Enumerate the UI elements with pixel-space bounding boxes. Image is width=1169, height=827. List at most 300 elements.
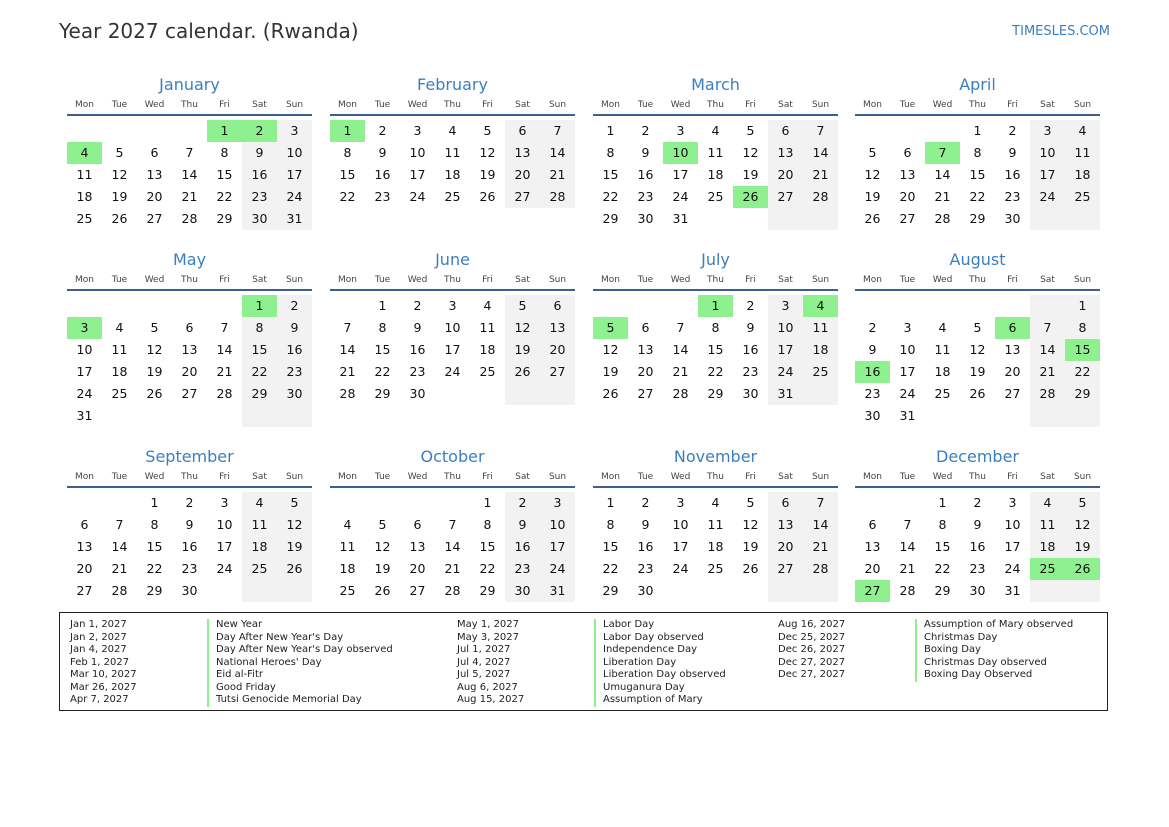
day-cell: 10	[899, 342, 916, 357]
weekday-label: Thu	[181, 275, 198, 285]
day-cell: 22	[146, 561, 163, 576]
day-cell: 29	[374, 386, 391, 401]
day-cell: 5	[746, 123, 755, 138]
empty-weekend-cell	[1030, 580, 1065, 602]
holiday-name: Assumption of Mary	[594, 694, 703, 707]
day-cell: 23	[505, 558, 540, 580]
day-cell: 18	[111, 364, 128, 379]
day-cell: 14	[803, 514, 838, 536]
day-cell: 23	[864, 386, 881, 401]
day-cell: 7	[115, 517, 124, 532]
day-cell: 1	[606, 495, 615, 510]
weekday-label: Mon	[863, 472, 882, 482]
day-cell: 15	[374, 342, 391, 357]
day-cell: 3	[768, 295, 803, 317]
day-cell: 22	[339, 189, 356, 204]
weekday-label: Fri	[219, 100, 230, 110]
day-cell: 5	[868, 145, 877, 160]
weekday-header	[855, 275, 1100, 287]
weekday-label: Sat	[1040, 275, 1055, 285]
day-cell: 14	[672, 342, 689, 357]
weekday-label: Wed	[932, 275, 953, 285]
day-cell: 2	[641, 123, 650, 138]
empty-weekend-cell	[1030, 405, 1065, 427]
day-cell: 12	[1065, 514, 1100, 536]
day-cell: 26	[602, 386, 619, 401]
day-cell: 16	[242, 164, 277, 186]
day-cell: 24	[409, 189, 426, 204]
day-cell: 22	[1065, 361, 1100, 383]
day-cell: 10	[540, 514, 575, 536]
month-name: February	[417, 75, 488, 94]
holiday-date: Jan 4, 2027	[70, 644, 127, 655]
day-cell: 30	[181, 583, 198, 598]
day-cell: 16	[1004, 167, 1021, 182]
day-cell: 2	[1008, 123, 1017, 138]
day-cell: 22	[216, 189, 233, 204]
day-cell: 16	[181, 539, 198, 554]
day-cell: 9	[185, 517, 194, 532]
site-link[interactable]: TIMESLES.COM	[1012, 24, 1110, 39]
weekday-label: Wed	[932, 472, 953, 482]
day-cell: 28	[216, 386, 233, 401]
day-cell: 8	[938, 517, 947, 532]
day-cell: 13	[768, 514, 803, 536]
day-cell: 10	[76, 342, 93, 357]
day-cell: 25	[111, 386, 128, 401]
day-cell: 4	[483, 298, 492, 313]
day-cell: 21	[1030, 361, 1065, 383]
weekday-label: Mon	[338, 275, 357, 285]
day-cell: 24	[672, 189, 689, 204]
day-cell: 28	[181, 211, 198, 226]
day-cell: 14	[339, 342, 356, 357]
day-cell: 29	[602, 583, 619, 598]
day-cell: 19	[479, 167, 496, 182]
month-name: June	[435, 250, 470, 269]
day-cell: 1	[973, 123, 982, 138]
month-january	[67, 75, 312, 245]
day-cell: 7	[343, 320, 352, 335]
day-cell: 8	[711, 320, 720, 335]
month-february	[330, 75, 575, 245]
holiday-name: Labor Day observed	[594, 632, 704, 645]
day-cell: 16	[969, 539, 986, 554]
holiday-date: Dec 27, 2027	[778, 669, 846, 680]
day-cell: 4	[1030, 492, 1065, 514]
day-cell: 1	[1065, 295, 1100, 317]
day-cell: 29	[479, 583, 496, 598]
day-cell: 30	[277, 383, 312, 405]
weekday-label: Thu	[181, 472, 198, 482]
weekday-header	[593, 100, 838, 112]
day-cell: 16	[505, 536, 540, 558]
month-may	[67, 250, 312, 423]
day-cell: 15	[707, 342, 724, 357]
day-cell: 26	[374, 583, 391, 598]
day-cell: 12	[111, 167, 128, 182]
weekday-label: Wed	[144, 100, 165, 110]
day-cell: 18	[934, 364, 951, 379]
month-name: July	[701, 250, 730, 269]
day-cell: 22	[602, 189, 619, 204]
day-cell: 19	[742, 539, 759, 554]
day-cell: 24	[444, 364, 461, 379]
day-cell: 18	[803, 339, 838, 361]
weekday-label: Sun	[811, 100, 830, 110]
day-cell: 21	[803, 536, 838, 558]
day-cell: 10	[216, 517, 233, 532]
day-cell: 21	[444, 561, 461, 576]
day-cell: 12	[969, 342, 986, 357]
day-cell: 31	[540, 580, 575, 602]
day-cell: 28	[540, 186, 575, 208]
day-cell: 14	[444, 539, 461, 554]
month-name: January	[159, 75, 220, 94]
day-cell: 19	[1065, 536, 1100, 558]
day-cell: 14	[216, 342, 233, 357]
day-cell: 9	[413, 320, 422, 335]
weekday-label: Thu	[969, 472, 986, 482]
weekday-label: Tue	[374, 100, 391, 110]
day-cell: 21	[540, 164, 575, 186]
day-cell: 12	[864, 167, 881, 182]
day-cell: 21	[216, 364, 233, 379]
header-divider	[855, 486, 1100, 488]
day-cell: 20	[409, 561, 426, 576]
weekday-label: Sun	[548, 275, 567, 285]
day-cell: 8	[220, 145, 229, 160]
day-cell: 17	[899, 364, 916, 379]
day-cell: 5	[746, 495, 755, 510]
day-cell: 11	[76, 167, 93, 182]
day-cell: 25	[242, 558, 277, 580]
weekday-label: Wed	[670, 100, 691, 110]
day-cell: 19	[111, 189, 128, 204]
holiday-date: Mar 10, 2027	[70, 669, 137, 680]
day-cell: 4	[242, 492, 277, 514]
month-september	[67, 447, 312, 617]
weekday-label: Fri	[745, 100, 756, 110]
day-cell: 22	[707, 364, 724, 379]
day-cell: 12	[146, 342, 163, 357]
day-cell: 11	[1065, 142, 1100, 164]
weekday-label: Wed	[407, 100, 428, 110]
day-cell: 27	[181, 386, 198, 401]
day-cell: 12	[602, 342, 619, 357]
day-cell: 17	[672, 539, 689, 554]
day-cell: 18	[707, 167, 724, 182]
month-december	[855, 447, 1100, 617]
header-divider	[330, 289, 575, 291]
day-cell: 7	[448, 517, 457, 532]
weekday-label: Thu	[707, 472, 724, 482]
weekday-label: Tue	[899, 100, 916, 110]
empty-weekend-cell	[242, 405, 277, 427]
header-divider	[67, 486, 312, 488]
weekday-label: Mon	[601, 275, 620, 285]
day-cell: 21	[111, 561, 128, 576]
weekday-label: Sun	[1073, 472, 1092, 482]
day-cell: 2	[746, 298, 755, 313]
day-cell: 25	[444, 189, 461, 204]
day-cell: 24	[1004, 561, 1021, 576]
empty-weekend-cell	[277, 580, 312, 602]
day-cell: 10	[277, 142, 312, 164]
day-cell: 9	[641, 145, 650, 160]
day-cell: 19	[969, 364, 986, 379]
day-cell: 26	[742, 561, 759, 576]
day-cell: 20	[146, 189, 163, 204]
day-cell: 23	[1004, 189, 1021, 204]
day-cell: 31	[277, 208, 312, 230]
day-cell: 31	[768, 383, 803, 405]
day-cell: 26	[111, 211, 128, 226]
day-cell: 11	[803, 317, 838, 339]
day-cell: 26	[146, 386, 163, 401]
holiday-day-cell: 4	[803, 295, 838, 317]
day-cell: 9	[505, 514, 540, 536]
header-divider	[593, 114, 838, 116]
day-cell: 19	[602, 364, 619, 379]
month-march	[593, 75, 838, 245]
day-cell: 14	[540, 142, 575, 164]
day-cell: 2	[185, 495, 194, 510]
empty-weekend-cell	[1065, 208, 1100, 230]
day-cell: 22	[602, 561, 619, 576]
empty-weekend-cell	[1065, 580, 1100, 602]
day-cell: 20	[899, 189, 916, 204]
day-cell: 29	[602, 211, 619, 226]
day-cell: 26	[969, 386, 986, 401]
weekday-label: Wed	[670, 472, 691, 482]
day-cell: 4	[711, 123, 720, 138]
day-cell: 17	[76, 364, 93, 379]
day-cell: 7	[540, 120, 575, 142]
day-cell: 30	[409, 386, 426, 401]
day-cell: 20	[864, 561, 881, 576]
day-cell: 15	[216, 167, 233, 182]
weekday-label: Thu	[969, 100, 986, 110]
day-cell: 29	[934, 583, 951, 598]
empty-weekend-cell	[277, 405, 312, 427]
day-cell: 24	[672, 561, 689, 576]
holiday-day-cell: 15	[1065, 339, 1100, 361]
day-cell: 6	[185, 320, 194, 335]
day-cell: 21	[934, 189, 951, 204]
holiday-date: Mar 26, 2027	[70, 681, 137, 693]
day-cell: 6	[903, 145, 912, 160]
weekday-label: Mon	[863, 275, 882, 285]
holiday-name: Boxing Day Observed	[915, 669, 1032, 682]
day-cell: 6	[150, 145, 159, 160]
day-cell: 30	[969, 583, 986, 598]
day-cell: 25	[76, 211, 93, 226]
day-cell: 21	[803, 164, 838, 186]
month-june	[330, 250, 575, 420]
day-cell: 14	[111, 539, 128, 554]
day-cell: 29	[969, 211, 986, 226]
weekday-label: Fri	[745, 275, 756, 285]
weekday-label: Fri	[1007, 275, 1018, 285]
day-cell: 29	[707, 386, 724, 401]
weekday-label: Sun	[548, 100, 567, 110]
day-cell: 12	[742, 145, 759, 160]
weekday-header	[67, 100, 312, 112]
day-cell: 21	[899, 561, 916, 576]
empty-weekend-cell	[242, 580, 277, 602]
day-cell: 15	[602, 539, 619, 554]
weekday-label: Thu	[444, 472, 461, 482]
holiday-day-cell: 26	[733, 186, 768, 208]
empty-weekend-cell	[768, 208, 803, 230]
weekday-header	[593, 472, 838, 484]
weekday-label: Sun	[548, 472, 567, 482]
month-october	[330, 447, 575, 617]
day-cell: 2	[868, 320, 877, 335]
day-cell: 24	[1030, 186, 1065, 208]
day-cell: 1	[378, 298, 387, 313]
day-cell: 23	[409, 364, 426, 379]
day-cell: 10	[444, 320, 461, 335]
day-cell: 27	[540, 361, 575, 383]
holiday-day-cell: 5	[593, 317, 628, 339]
holiday-day-cell: 2	[242, 120, 277, 142]
day-cell: 11	[707, 517, 724, 532]
holiday-date: Aug 6, 2027	[457, 681, 518, 693]
day-cell: 24	[768, 361, 803, 383]
day-cell: 31	[672, 211, 689, 226]
day-cell: 15	[602, 167, 619, 182]
day-cell: 1	[150, 495, 159, 510]
day-cell: 27	[637, 386, 654, 401]
weekday-label: Sun	[811, 472, 830, 482]
day-cell: 12	[505, 317, 540, 339]
holiday-day-cell: 26	[1065, 558, 1100, 580]
day-cell: 6	[540, 295, 575, 317]
holiday-name: Umuganura Day	[594, 682, 685, 695]
day-cell: 30	[242, 208, 277, 230]
day-cell: 13	[637, 342, 654, 357]
day-cell: 3	[1030, 120, 1065, 142]
header-divider	[593, 289, 838, 291]
day-cell: 7	[1030, 317, 1065, 339]
holiday-date: Jul 1, 2027	[457, 644, 511, 655]
header-divider	[855, 289, 1100, 291]
day-cell: 23	[969, 561, 986, 576]
day-cell: 15	[146, 539, 163, 554]
empty-weekend-cell	[803, 580, 838, 602]
day-cell: 25	[1065, 186, 1100, 208]
day-cell: 3	[676, 495, 685, 510]
day-cell: 14	[1030, 339, 1065, 361]
empty-weekend-cell	[803, 208, 838, 230]
holiday-name: Eid al-Fitr	[207, 669, 263, 682]
holiday-day-cell: 1	[207, 120, 242, 142]
holiday-day-cell: 10	[663, 142, 698, 164]
day-cell: 24	[277, 186, 312, 208]
weekday-label: Mon	[601, 472, 620, 482]
day-cell: 11	[111, 342, 128, 357]
day-cell: 15	[339, 167, 356, 182]
weekday-label: Tue	[637, 100, 654, 110]
weekday-label: Thu	[181, 100, 198, 110]
day-cell: 5	[973, 320, 982, 335]
day-cell: 4	[938, 320, 947, 335]
day-cell: 16	[409, 342, 426, 357]
holiday-name: Labor Day	[594, 619, 654, 632]
day-cell: 13	[768, 142, 803, 164]
month-name: November	[673, 447, 758, 466]
month-name: December	[936, 447, 1019, 466]
day-cell: 8	[606, 145, 615, 160]
month-august	[855, 250, 1100, 423]
day-cell: 20	[505, 164, 540, 186]
holiday-date: Feb 1, 2027	[70, 656, 130, 668]
day-cell: 20	[1004, 364, 1021, 379]
holiday-date: Jul 5, 2027	[457, 669, 511, 680]
day-cell: 31	[76, 408, 93, 423]
holiday-day-cell: 27	[855, 580, 890, 602]
empty-weekend-cell	[1030, 208, 1065, 230]
day-cell: 10	[672, 517, 689, 532]
day-cell: 30	[505, 580, 540, 602]
day-cell: 7	[185, 145, 194, 160]
weekday-label: Fri	[219, 275, 230, 285]
weekday-label: Mon	[338, 100, 357, 110]
day-cell: 12	[479, 145, 496, 160]
day-cell: 31	[1004, 583, 1021, 598]
day-cell: 17	[409, 167, 426, 182]
day-cell: 27	[76, 583, 93, 598]
header-divider	[67, 289, 312, 291]
day-cell: 16	[277, 339, 312, 361]
empty-weekend-cell	[540, 383, 575, 405]
day-cell: 23	[742, 364, 759, 379]
day-cell: 20	[768, 536, 803, 558]
day-cell: 4	[448, 123, 457, 138]
day-cell: 2	[641, 495, 650, 510]
day-cell: 3	[413, 123, 422, 138]
day-cell: 4	[343, 517, 352, 532]
day-cell: 24	[76, 386, 93, 401]
holiday-day-cell: 4	[67, 142, 102, 164]
day-cell: 14	[934, 167, 951, 182]
day-cell: 29	[216, 211, 233, 226]
weekday-label: Wed	[407, 472, 428, 482]
day-cell: 1	[938, 495, 947, 510]
day-cell: 11	[707, 145, 724, 160]
holiday-name: Day After New Year's Day observed	[207, 644, 393, 657]
month-name: May	[172, 250, 207, 269]
day-cell: 10	[1004, 517, 1021, 532]
weekday-label: Tue	[637, 275, 654, 285]
weekday-label: Sat	[252, 100, 267, 110]
day-cell: 18	[479, 342, 496, 357]
weekday-label: Wed	[407, 275, 428, 285]
month-name: September	[145, 447, 234, 466]
day-cell: 17	[444, 342, 461, 357]
weekday-label: Wed	[932, 100, 953, 110]
day-cell: 17	[768, 339, 803, 361]
weekday-label: Wed	[144, 472, 165, 482]
day-cell: 25	[707, 561, 724, 576]
day-cell: 20	[637, 364, 654, 379]
day-cell: 14	[803, 142, 838, 164]
day-cell: 7	[803, 492, 838, 514]
day-cell: 13	[540, 317, 575, 339]
day-cell: 19	[742, 167, 759, 182]
